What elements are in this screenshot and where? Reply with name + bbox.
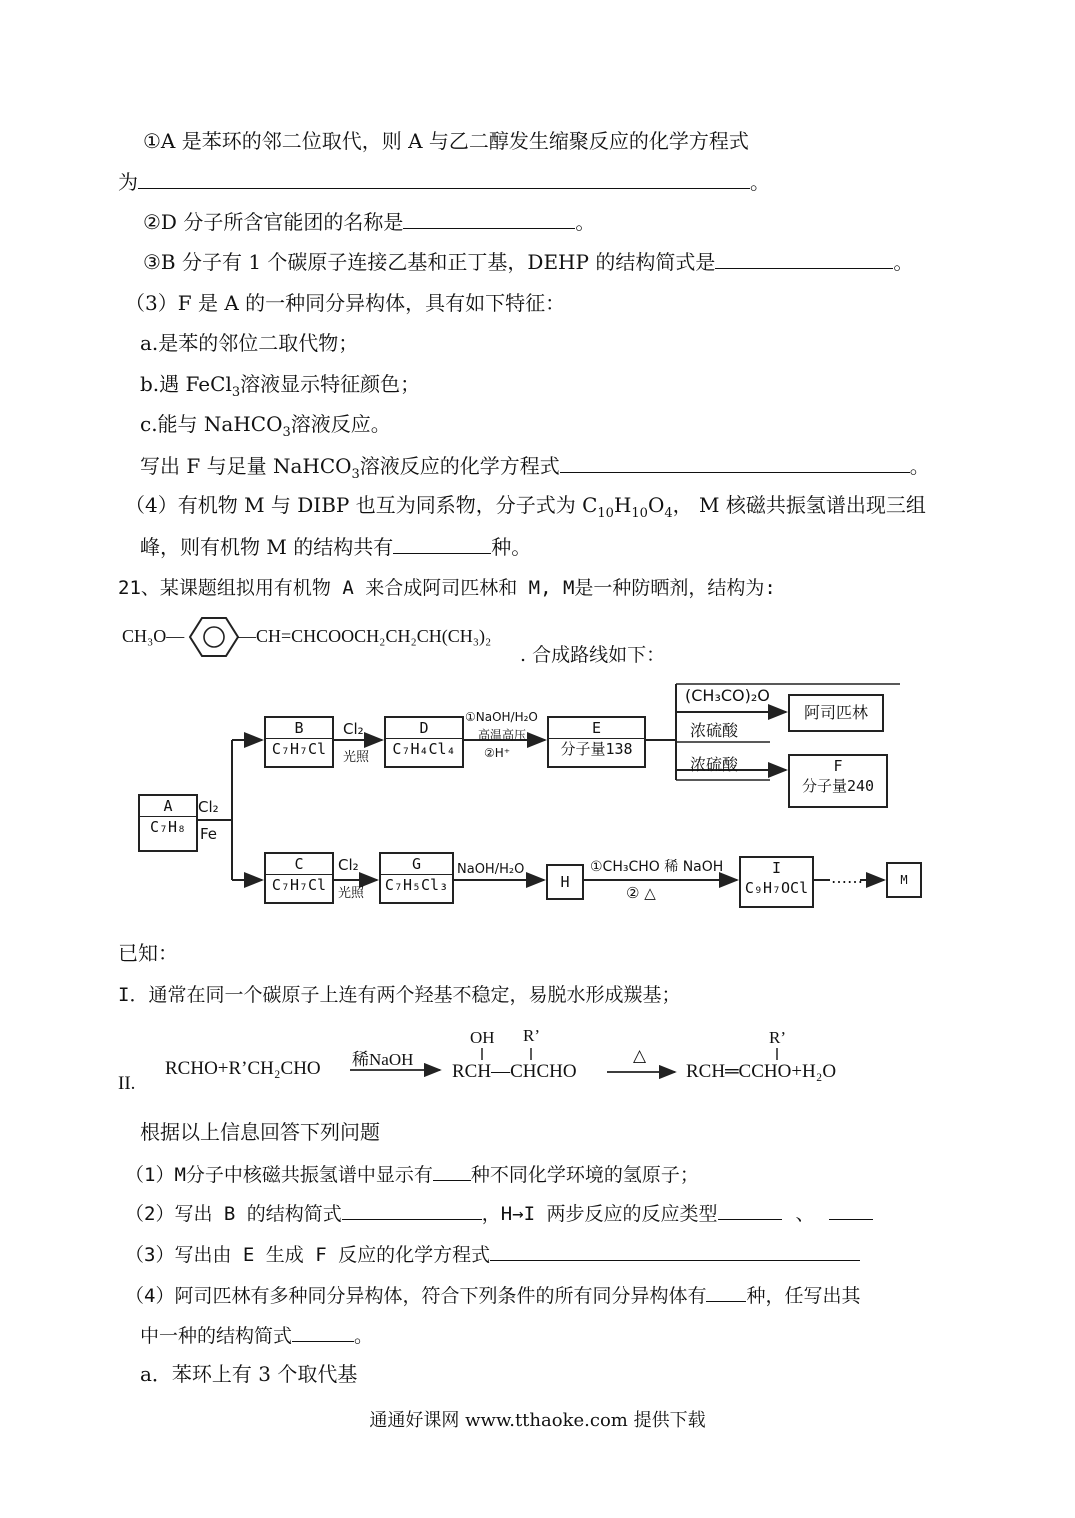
compound-aspirin: 阿司匹林: [788, 694, 884, 732]
eq-oh: OH: [470, 1028, 495, 1047]
reagent-bd-top: Cl₂: [343, 720, 364, 738]
eq-r-prime-2: R’: [769, 1028, 786, 1047]
answer-blank[interactable]: [706, 1281, 746, 1302]
compound-D: D C₇H₄Cl₄: [384, 716, 464, 768]
q20-part3: （3）F 是 A 的一种同分异构体，具有如下特征：: [125, 291, 566, 315]
structure-right: —CH=CHCOOCH₂CH₂CH(CH₃)₂: [238, 626, 492, 646]
scheme-dots: ……: [831, 868, 863, 887]
compound-F: F 分子量240: [788, 754, 888, 808]
answer-blank[interactable]: [829, 1199, 873, 1220]
q20-item1: ①A 是苯环的邻二位取代，则 A 与乙二醇发生缩聚反应的化学方程式: [143, 129, 749, 153]
q20-feature-b: b.遇 FeCl$_3$溶液显示特征颜色；: [140, 372, 421, 400]
reagent-de-top2: 高温高压: [478, 728, 527, 742]
q21-q3: （3）写出由 E 生成 F 反应的化学方程式: [125, 1240, 860, 1268]
eq-arrow2-label: △: [633, 1046, 647, 1065]
known-I: I．通常在同一个碳原子上连有两个羟基不稳定，易脱水形成羰基；: [118, 984, 681, 1006]
reagent-sulfuric-2: 浓硫酸: [690, 755, 739, 774]
q20-item3: ③B 分子有 1 个碳原子连接乙基和正丁基，DEHP 的结构简式是 。: [143, 250, 914, 274]
known-heading: 已知：: [118, 941, 178, 965]
compound-C: C C₇H₇Cl: [264, 852, 334, 904]
answer-blank[interactable]: [292, 1321, 354, 1342]
reagent-gh: NaOH/H₂O: [457, 862, 525, 877]
q20-feature-c: c.能与 NaHCO$_3$溶液反应。: [140, 412, 391, 440]
structure-suffix: . 合成路线如下：: [520, 644, 666, 666]
page-footer: 通通好课网 www.tthaoke.com 提供下载: [369, 1410, 706, 1431]
answer-blank[interactable]: [342, 1199, 482, 1220]
q21-intro: 21、某课题组拟用有机物 A 来合成阿司匹林和 M, M是一种防晒剂，结构为:: [118, 577, 776, 599]
eq-product: RCH═CCHO+H₂O: [686, 1061, 837, 1082]
q20-part4: （4）有机物 M 与 DIBP 也互为同系物，分子式为 $C_{10}H_{10}O_4$， M 核磁共振氢谱出现三组: [125, 493, 926, 521]
answer-blank[interactable]: [433, 1160, 471, 1181]
reagent-cl2-fe: Cl₂: [198, 798, 219, 816]
reagent-hi-top: ①CH₃CHO 稀 NaOH: [590, 859, 724, 875]
reagent-hi-bottom: ② △: [626, 884, 656, 902]
reagent-sulfuric-1: 浓硫酸: [690, 721, 739, 740]
eq-r-prime-1: R’: [523, 1026, 540, 1045]
compound-M: M: [886, 862, 922, 898]
compound-B: B C₇H₇Cl: [264, 716, 334, 768]
eq-middle: RCH—CHCHO: [452, 1061, 577, 1082]
q20-item1-answer: 为 。: [118, 170, 770, 194]
q21-q4: （4）阿司匹林有多种同分异构体，符合下列条件的所有同分异构体有 种，任写出其: [125, 1281, 860, 1309]
q21-cond-a: a．苯环上有 3 个取代基: [140, 1362, 358, 1386]
answer-blank[interactable]: [490, 1240, 860, 1261]
q20-feature-a: a.是苯的邻位二取代物；: [140, 331, 359, 355]
reagent-acetic-anhydride: (CH₃CO)₂O: [685, 686, 770, 705]
reagent-cg-top: Cl₂: [338, 856, 359, 874]
reagent-cg-bottom: 光照: [338, 886, 365, 901]
compound-A: A C₇H₈: [138, 794, 198, 852]
eq-arrow1-label: 稀NaOH: [352, 1050, 414, 1069]
reagent-bd-bottom: 光照: [343, 750, 370, 765]
compound-I: I C₉H₇OCl: [739, 856, 814, 908]
q20-write: 写出 F 与足量 NaHCO$_3$溶液反应的化学方程式 。: [140, 454, 930, 482]
known-II-label: II.: [118, 1073, 136, 1094]
compound-E: E 分子量138: [547, 716, 646, 768]
q21-q4-line2: 中一种的结构简式 。: [140, 1321, 373, 1349]
q20-item2: ②D 分子所含官能团的名称是 。: [143, 210, 596, 234]
structure-left: CH₃O—: [122, 626, 185, 646]
reagent-fe: Fe: [200, 825, 218, 843]
q21-q1: （1）M分子中核磁共振氢谱中显示有 种不同化学环境的氢原子；: [125, 1160, 699, 1188]
q21-prompt: 根据以上信息回答下列问题: [140, 1120, 380, 1144]
q21-q2: （2）写出 B 的结构简式 ，H→I 两步反应的反应类型 、: [125, 1199, 873, 1227]
eq-reactants: RCHO+R’CH₂CHO: [165, 1058, 321, 1079]
compound-G: G C₇H₅Cl₃: [379, 852, 454, 904]
reagent-de-top1: ①NaOH/H₂O: [465, 710, 538, 724]
reagent-de-bottom: ②H⁺: [484, 746, 511, 760]
q20-part4-line2: 峰，则有机物 M 的结构共有 种。: [140, 535, 532, 559]
compound-H: H: [546, 864, 584, 900]
answer-blank[interactable]: [718, 1199, 782, 1220]
